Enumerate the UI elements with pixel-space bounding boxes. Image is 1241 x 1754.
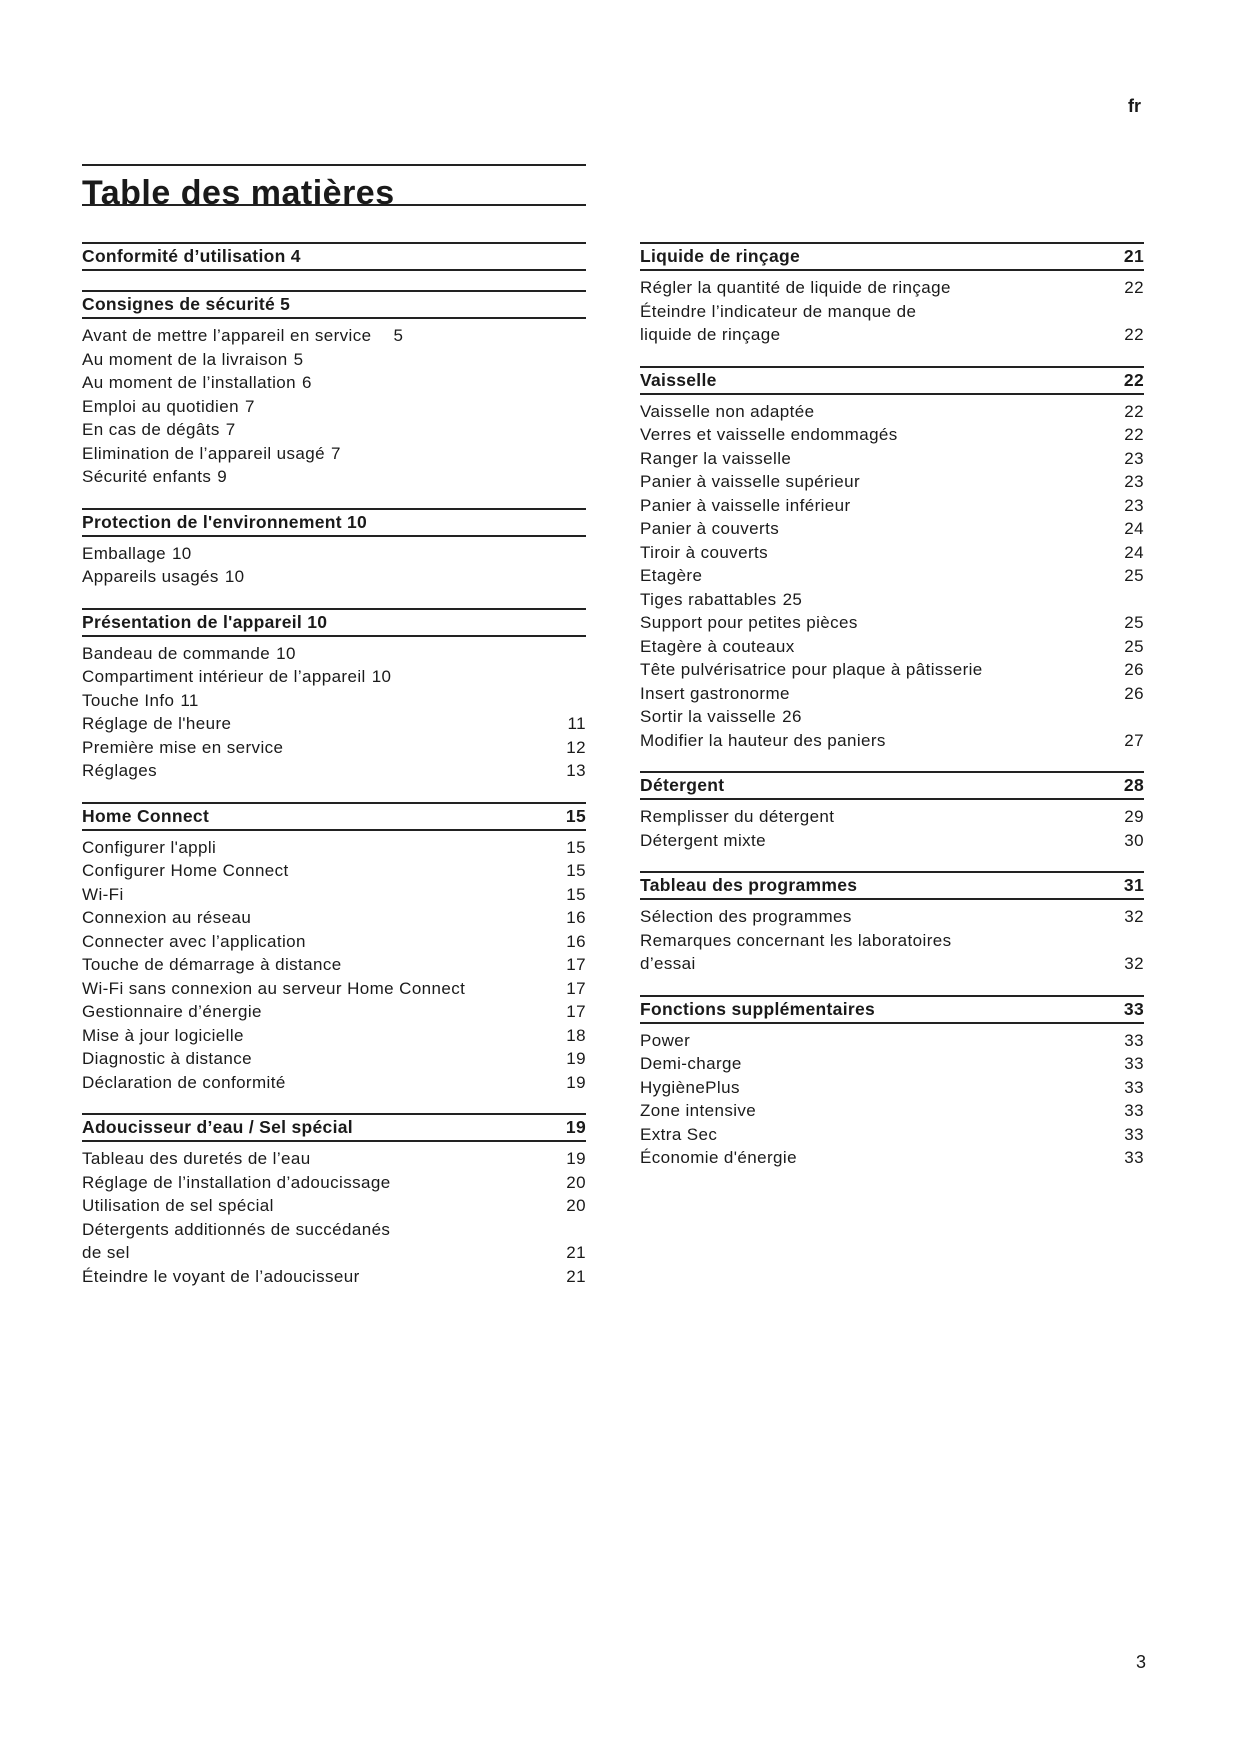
toc-entry-label: Sécurité enfants (82, 467, 212, 486)
language-code: fr (1128, 96, 1141, 116)
toc-entry[interactable] (640, 729, 1144, 753)
toc-entry-page: 26 (1124, 660, 1144, 679)
toc-section-page: 21 (1123, 246, 1144, 266)
toc-entry-page: 30 (1124, 830, 1144, 850)
toc-section-page: 31 (1123, 875, 1144, 895)
toc-entry[interactable] (82, 930, 586, 954)
toc-entry-page: 33 (1124, 1124, 1144, 1144)
toc-entry-label: Réglage de l’installation d’adoucissage (82, 1172, 391, 1192)
toc-entry-label: Ranger la vaisselle (640, 448, 792, 468)
toc-entry[interactable] (640, 541, 1144, 565)
toc-entry-page: 19 (566, 1072, 586, 1092)
toc-entry[interactable] (82, 836, 586, 860)
toc-section-title: Liquide de rinçage (640, 246, 801, 266)
toc-entry-page: 13 (566, 761, 586, 780)
toc-entry[interactable] (82, 465, 586, 489)
toc-section-heading[interactable] (82, 608, 586, 637)
toc-section-title: Vaisselle (640, 369, 717, 390)
toc-entry[interactable] (82, 324, 586, 348)
toc-entry-page: 16 (566, 931, 586, 951)
toc-entry-page: 23 (1124, 448, 1144, 468)
toc-entry[interactable] (82, 859, 586, 883)
toc-entry-label: Au moment de l’installation (82, 373, 296, 392)
toc-entry-label: Tête pulvérisatrice pour plaque à pâtisserie (640, 660, 983, 679)
toc-entry-page: 25 (1124, 613, 1144, 632)
toc-entry-page: 5 (393, 326, 404, 345)
toc-entry-label: Remplisser du détergent (640, 807, 835, 826)
toc-entry-label: Première mise en service (82, 737, 284, 757)
toc-section-title: Tableau des programmes (640, 875, 858, 895)
toc-entry[interactable] (82, 1194, 586, 1218)
toc-section-page: 15 (565, 805, 586, 826)
toc-entry-label: HygiènePlus (640, 1077, 740, 1097)
toc-entry-page: 22 (1124, 425, 1144, 444)
toc-right-column (640, 242, 1144, 1189)
toc-entry[interactable] (640, 470, 1144, 494)
toc-section (640, 366, 1144, 753)
toc-section-title: Adoucisseur d’eau / Sel spécial (82, 1117, 353, 1137)
toc-entry[interactable] (82, 418, 586, 442)
toc-entry-page: 26 (1124, 683, 1144, 703)
toc-section-title: Consignes de sécurité 5 (82, 294, 291, 314)
toc-entry[interactable] (640, 447, 1144, 471)
toc-entry[interactable] (82, 1218, 586, 1265)
toc-entry-page: 19 (566, 1149, 586, 1168)
toc-entry[interactable] (82, 442, 586, 466)
toc-entry[interactable] (82, 1171, 586, 1195)
toc-entry[interactable] (640, 1052, 1144, 1076)
toc-entry-page: 9 (217, 467, 228, 486)
toc-entry[interactable] (640, 300, 1144, 347)
toc-entry-label: Réglages (82, 761, 158, 780)
toc-entry-label: Au moment de la livraison (82, 349, 288, 369)
toc-entry-page: 7 (225, 420, 236, 439)
toc-entry-label: Mise à jour logicielle (82, 1025, 244, 1045)
toc-entry[interactable] (640, 588, 1144, 612)
toc-entry[interactable] (640, 805, 1144, 829)
toc-section-heading[interactable] (640, 242, 1144, 271)
toc-section (640, 871, 1144, 976)
toc-section-page: 28 (1123, 775, 1144, 795)
toc-entry[interactable] (82, 395, 586, 419)
toc-entry[interactable] (82, 348, 586, 372)
toc-entry-label: Extra Sec (640, 1124, 718, 1144)
toc-entry-label: Déclaration de conformité (82, 1072, 286, 1092)
toc-entry[interactable] (640, 423, 1144, 447)
toc-title-block (82, 164, 586, 212)
toc-entry-label: Économie d'énergie (640, 1148, 797, 1167)
toc-entry[interactable] (640, 1029, 1144, 1053)
toc-entry[interactable] (82, 565, 586, 589)
toc-entry-page: 25 (1124, 636, 1144, 656)
toc-entry-page: 11 (180, 690, 199, 710)
toc-entry-label: Vaisselle non adaptée (640, 401, 815, 421)
toc-entry-label: Utilisation de sel spécial (82, 1196, 274, 1215)
toc-section-heading[interactable] (82, 802, 586, 831)
toc-entry[interactable] (82, 1071, 586, 1095)
toc-entry-label: Tiroir à couverts (640, 542, 769, 562)
toc-entry-label: Support pour petites pièces (640, 613, 858, 632)
toc-entry-label: Emballage (82, 543, 166, 563)
toc-section (640, 771, 1144, 852)
toc-entry-label: Touche de démarrage à distance (82, 955, 342, 974)
toc-entry-page: 33 (1124, 1077, 1144, 1097)
toc-entry-label: Etagère (640, 566, 703, 585)
toc-section (82, 290, 586, 489)
toc-entry-label: Demi-charge (640, 1054, 742, 1073)
toc-left-column (82, 242, 586, 1307)
toc-section-heading[interactable] (640, 771, 1144, 800)
toc-entry[interactable] (640, 635, 1144, 659)
toc-entry-label: Éteindre l’indicateur de manque de liquide de rinçage (640, 301, 917, 344)
toc-entry-label: Panier à vaisselle supérieur (640, 472, 861, 491)
toc-section-heading[interactable] (640, 995, 1144, 1024)
toc-entry[interactable] (82, 736, 586, 760)
toc-entry-label: Configurer Home Connect (82, 861, 289, 880)
toc-entry[interactable] (82, 1147, 586, 1171)
toc-section-title: Fonctions supplémentaires (640, 998, 876, 1019)
toc-entry-label: Réglage de l'heure (82, 714, 232, 733)
toc-entry-label: Détergents additionnés de succédanés de sel (82, 1219, 391, 1262)
toc-section-heading[interactable] (82, 508, 586, 537)
toc-entry-page: 16 (566, 908, 586, 927)
toc-entry-page: 33 (1124, 1030, 1144, 1050)
toc-entry-page: 17 (566, 1002, 586, 1021)
toc-entry-label: Configurer l'appli (82, 837, 217, 857)
toc-entry-page: 10 (276, 643, 296, 663)
toc-section-page: 19 (565, 1117, 586, 1137)
toc-entry[interactable] (640, 276, 1144, 300)
toc-section (82, 242, 586, 271)
toc-entry-page: 20 (566, 1196, 586, 1215)
toc-entry-label: Touche Info (82, 690, 175, 710)
toc-entry-label: Emploi au quotidien (82, 396, 239, 416)
toc-entry-page: 21 (566, 1243, 586, 1262)
toc-entry-label: Avant de mettre l’appareil en service (82, 326, 372, 345)
toc-entry-label: Diagnostic à distance (82, 1049, 252, 1068)
toc-entry[interactable] (82, 759, 586, 783)
toc-entry-page: 10 (171, 543, 192, 563)
toc-entry-page: 26 (782, 707, 802, 726)
toc-entry[interactable] (82, 953, 586, 977)
toc-entry-page: 25 (1124, 566, 1144, 585)
toc-entry-label: Panier à couverts (640, 519, 780, 538)
toc-section-page: 22 (1123, 369, 1144, 390)
toc-section (640, 242, 1144, 347)
toc-entry-page: 19 (566, 1049, 586, 1068)
toc-section-title: Conformité d’utilisation 4 (82, 246, 301, 266)
toc-entry-label: Power (640, 1030, 691, 1050)
toc-entry[interactable] (82, 977, 586, 1001)
toc-entry-page: 10 (224, 567, 245, 586)
toc-entry-page: 22 (1124, 325, 1144, 344)
toc-entry[interactable] (640, 1099, 1144, 1123)
page-title: Table des matières (82, 174, 395, 212)
toc-entry[interactable] (640, 829, 1144, 853)
toc-entry-page: 25 (782, 589, 803, 609)
toc-entry-page: 22 (1124, 278, 1144, 297)
toc-entry-page: 17 (566, 978, 586, 998)
toc-entry-page: 15 (566, 884, 586, 904)
toc-entry-label: Zone intensive (640, 1101, 757, 1120)
toc-entry[interactable] (82, 542, 586, 566)
toc-entry-page: 32 (1124, 907, 1144, 926)
toc-entry[interactable] (640, 564, 1144, 588)
toc-entry-page: 10 (371, 667, 392, 686)
toc-entry-page: 22 (1124, 401, 1144, 421)
toc-entry-page: 11 (567, 714, 586, 733)
toc-section-title: Détergent (640, 775, 725, 795)
toc-entry-label: Remarques concernant les laboratoires d’essai (640, 930, 952, 973)
toc-entry-page: 33 (1124, 1101, 1144, 1120)
toc-entry[interactable] (640, 705, 1144, 729)
toc-entry-label: Bandeau de commande (82, 643, 271, 663)
toc-entry-page: 33 (1124, 1054, 1144, 1073)
toc-entry-page: 18 (566, 1025, 586, 1045)
toc-section (82, 1113, 586, 1288)
toc-entry[interactable] (640, 1146, 1144, 1170)
toc-entry-page: 5 (293, 349, 304, 369)
toc-entry-label: Sélection des programmes (640, 907, 852, 926)
toc-section-heading[interactable] (82, 242, 586, 271)
toc-entry[interactable] (82, 665, 586, 689)
toc-section-title: Home Connect (82, 805, 210, 826)
toc-entry-label: Modifier la hauteur des paniers (640, 730, 886, 750)
toc-entry-page: 23 (1124, 472, 1144, 491)
toc-entry-page: 15 (566, 861, 586, 880)
toc-entry-label: Régler la quantité de liquide de rinçage (640, 278, 951, 297)
toc-entry-label: Tableau des duretés de l’eau (82, 1149, 311, 1168)
toc-section-heading[interactable] (82, 290, 586, 319)
toc-entry-label: Tiges rabattables (640, 589, 777, 609)
toc-entry-label: Etagère à couteaux (640, 636, 795, 656)
toc-entry-page: 23 (1124, 495, 1144, 515)
toc-entry[interactable] (640, 611, 1144, 635)
toc-entry[interactable] (82, 1265, 586, 1289)
toc-entry-page: 24 (1124, 542, 1144, 562)
toc-section-heading[interactable] (82, 1113, 586, 1142)
toc-entry[interactable] (640, 494, 1144, 518)
toc-entry-label: Compartiment intérieur de l’appareil (82, 667, 366, 686)
toc-entry-label: Gestionnaire d’énergie (82, 1002, 262, 1021)
toc-entry-label: Panier à vaisselle inférieur (640, 495, 851, 515)
toc-entry-label: Éteindre le voyant de l’adoucisseur (82, 1266, 360, 1286)
toc-entry[interactable] (82, 1000, 586, 1024)
toc-entry[interactable] (640, 1076, 1144, 1100)
toc-entry-page: 12 (566, 737, 586, 757)
toc-entry[interactable] (82, 712, 586, 736)
toc-section (82, 802, 586, 1095)
toc-entry-page: 17 (566, 955, 586, 974)
toc-entry-page: 24 (1124, 519, 1144, 538)
toc-entry-page: 29 (1124, 807, 1144, 826)
toc-entry-page: 7 (244, 396, 255, 416)
toc-entry-label: Elimination de l’appareil usagé (82, 443, 325, 463)
toc-entry-label: Appareils usagés (82, 567, 219, 586)
toc-section (640, 995, 1144, 1170)
toc-entry[interactable] (82, 1047, 586, 1071)
page-number: 3 (1136, 1652, 1147, 1672)
toc-entry-page: 20 (566, 1172, 586, 1192)
toc-entry-page: 6 (301, 373, 312, 392)
toc-entry-label: Connecter avec l’application (82, 931, 306, 951)
toc-entry[interactable] (640, 682, 1144, 706)
toc-entry-page: 32 (1124, 954, 1144, 973)
toc-entry-label: Insert gastronorme (640, 683, 790, 703)
toc-section (82, 608, 586, 783)
toc-entry-page: 33 (1124, 1148, 1144, 1167)
toc-section-page: 33 (1123, 998, 1144, 1019)
toc-entry[interactable] (82, 1024, 586, 1048)
toc-entry-page: 21 (566, 1266, 586, 1286)
toc-entry[interactable] (640, 517, 1144, 541)
toc-entry-label: Détergent mixte (640, 830, 766, 850)
toc-entry-label: En cas de dégâts (82, 420, 220, 439)
toc-section-title: Présentation de l'appareil 10 (82, 611, 328, 632)
toc-section-heading[interactable] (640, 366, 1144, 395)
toc-entry[interactable] (82, 642, 586, 666)
toc-entry-label: Connexion au réseau (82, 908, 252, 927)
toc-entry-page: 27 (1124, 730, 1144, 750)
toc-entry-label: Wi-Fi (82, 884, 124, 904)
toc-entry[interactable] (640, 400, 1144, 424)
toc-section-title: Protection de l'environnement 10 (82, 511, 368, 532)
toc-entry[interactable] (640, 905, 1144, 929)
toc-entry-page: 7 (331, 443, 341, 463)
toc-entry[interactable] (640, 929, 1144, 976)
toc-entry-label: Verres et vaisselle endommagés (640, 425, 898, 444)
toc-section (82, 508, 586, 589)
toc-entry[interactable] (82, 689, 586, 713)
toc-section-heading[interactable] (640, 871, 1144, 900)
toc-entry[interactable] (640, 1123, 1144, 1147)
toc-entry[interactable] (82, 883, 586, 907)
toc-entry-page: 15 (566, 837, 586, 857)
toc-entry-label: Sortir la vaisselle (640, 707, 777, 726)
toc-entry-label: Wi-Fi sans connexion au serveur Home Connect (82, 978, 466, 998)
toc-entry[interactable] (82, 371, 586, 395)
toc-entry[interactable] (640, 658, 1144, 682)
toc-entry[interactable] (82, 906, 586, 930)
